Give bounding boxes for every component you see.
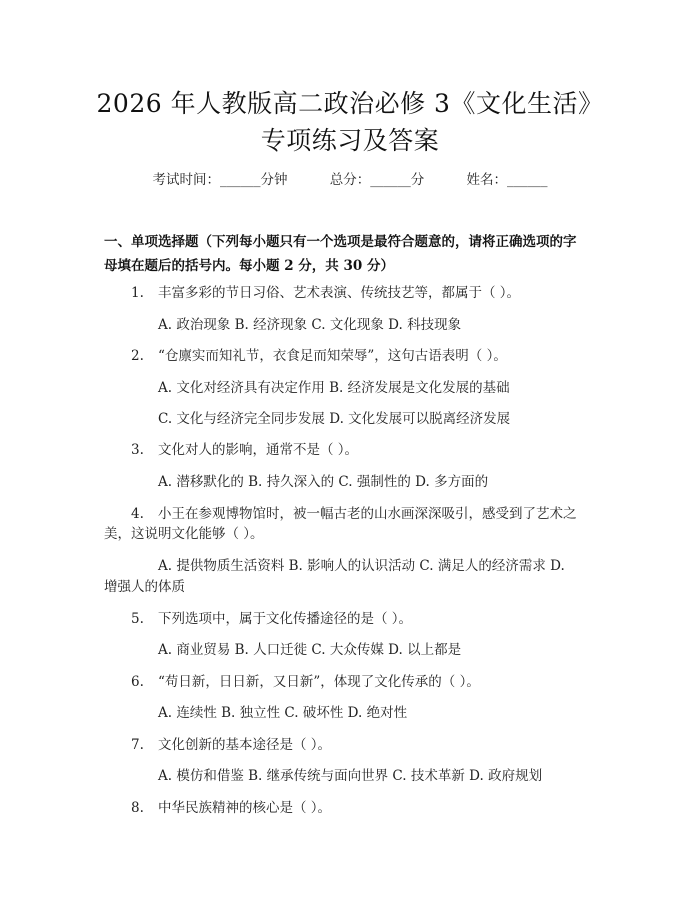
question-4	[131, 504, 577, 524]
question-text: “苟日新，日日新，又日新”，体现了文化传承的（ ）。	[158, 674, 480, 690]
question-text: 小王在参观博物馆时，被一幅古老的山水画深深吸引，感受到了艺术之	[158, 506, 577, 522]
question-text: “仓廪实而知礼节，衣食足而知荣辱”，这句古语表明（ ）。	[158, 348, 507, 364]
question-number: 6.	[131, 674, 144, 690]
question-number: 8.	[131, 800, 144, 816]
question-text: 文化创新的基本途径是（ ）。	[158, 737, 332, 753]
question-7	[131, 735, 331, 755]
question-4-text-continued: 美，这说明文化能够（ ）。	[104, 526, 264, 542]
question-5	[131, 609, 412, 629]
question-1	[131, 283, 520, 303]
question-1-options: A. 政治现象 B. 经济现象 C. 文化现象 D. 科技现象	[158, 317, 462, 333]
question-6-options: A. 连续性 B. 独立性 C. 破坏性 D. 绝对性	[158, 705, 408, 721]
student-name-field: 姓名：______	[466, 172, 548, 188]
question-text: 中华民族精神的核心是（ ）。	[158, 800, 332, 816]
question-4-options-line-1: A. 提供物质生活资料 B. 影响人的认识活动 C. 满足人的经济需求 D.	[158, 558, 565, 574]
question-number: 1.	[131, 285, 144, 301]
question-text: 丰富多彩的节日习俗、艺术表演、传统技艺等，都属于（ ）。	[158, 285, 521, 301]
question-2-options-line-1: A. 文化对经济具有决定作用 B. 经济发展是文化发展的基础	[158, 380, 510, 396]
question-number: 5.	[131, 611, 144, 627]
total-score-field: 总分：______分	[329, 172, 425, 188]
question-2-options-line-2: C. 文化与经济完全同步发展 D. 文化发展可以脱离经济发展	[158, 411, 511, 427]
question-text: 文化对人的影响，通常不是（ ）。	[158, 442, 359, 458]
question-3-options: A. 潜移默化的 B. 持久深入的 C. 强制性的 D. 多方面的	[158, 474, 489, 490]
question-3	[131, 440, 358, 460]
question-8	[131, 798, 331, 818]
question-number: 3.	[131, 442, 144, 458]
section-heading	[104, 230, 596, 278]
document-title-line-1: 2026 年人教版高二政治必修 3《文化生活》	[96, 89, 604, 118]
question-2	[131, 346, 507, 366]
exam-time-field: 考试时间：______分钟	[152, 172, 288, 188]
question-7-options: A. 模仿和借鉴 B. 继承传统与面向世界 C. 技术革新 D. 政府规划	[158, 768, 543, 784]
question-4-options-line-2: 增强人的体质	[104, 579, 185, 595]
document-title-line-2: 专项练习及答案	[260, 126, 440, 155]
question-number: 7.	[131, 737, 144, 753]
question-5-options: A. 商业贸易 B. 人口迁徙 C. 大众传媒 D. 以上都是	[158, 642, 462, 658]
section-heading-line-2: 母填在题后的括号内。每小题 2 分，共 30 分）	[104, 258, 394, 274]
question-number: 4.	[131, 506, 144, 522]
exam-meta	[0, 168, 700, 188]
question-text: 下列选项中，属于文化传播途径的是（ ）。	[158, 611, 413, 627]
section-heading-line-1: 一、单项选择题（下列每小题只有一个选项是最符合题意的，请将正确选项的字	[104, 234, 577, 250]
question-6	[131, 672, 480, 692]
question-number: 2.	[131, 348, 144, 364]
